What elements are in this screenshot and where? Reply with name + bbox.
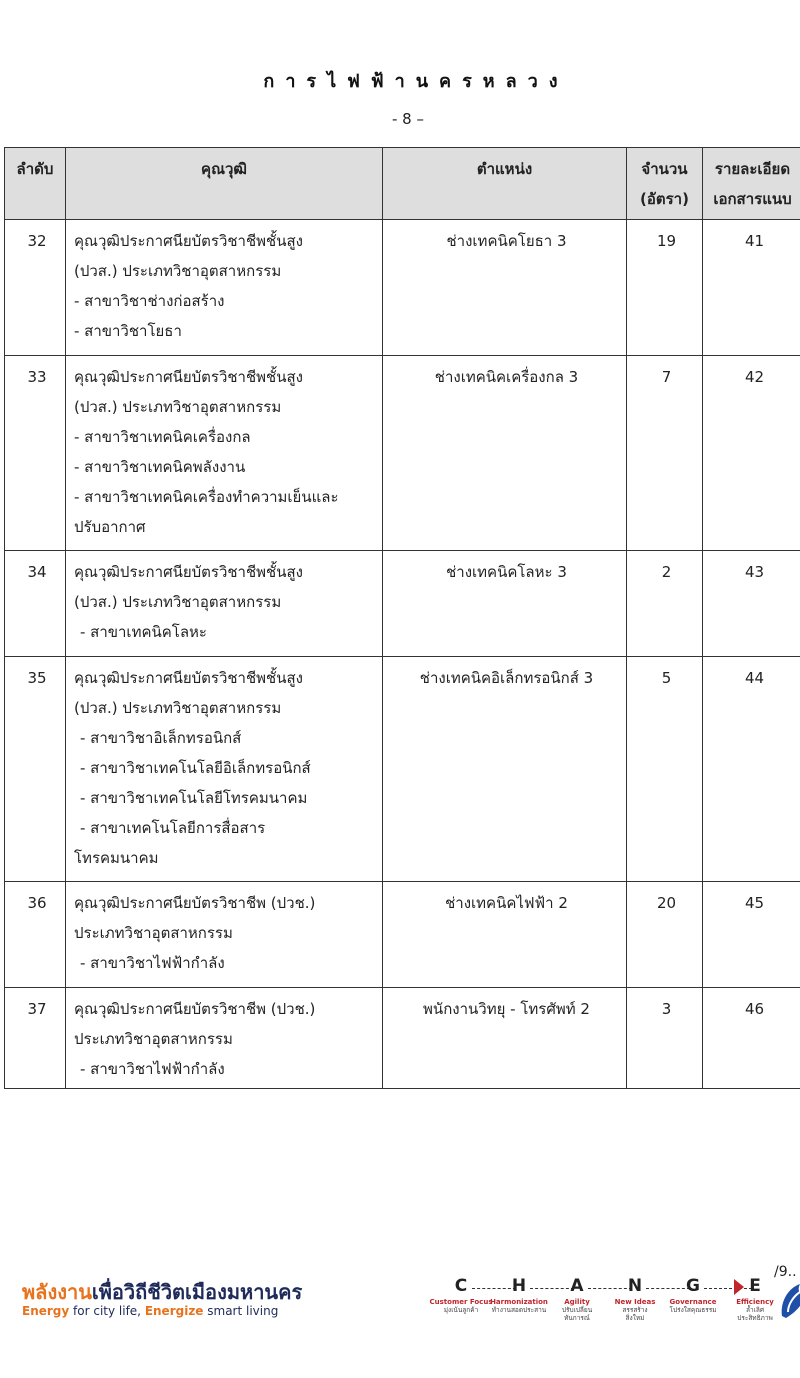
change-value-item bbox=[486, 1276, 552, 1314]
cell-attachment: 44 bbox=[703, 657, 800, 882]
cell-position: ช่างเทคนิคเครื่องกล 3 bbox=[383, 356, 627, 551]
change-values-bar bbox=[429, 1276, 776, 1366]
cell-position: ช่างเทคนิคโยธา 3 bbox=[383, 220, 627, 356]
qualification-line: - สาขาวิชาโยธา bbox=[74, 322, 182, 340]
change-thai-line1: สรรสร้าง bbox=[622, 1306, 648, 1314]
cell-position: พนักงานวิทยุ - โทรศัพท์ 2 bbox=[383, 988, 627, 1089]
header-count-line1: จำนวน bbox=[641, 160, 688, 178]
qualification-line: - สาขาวิชาเทคนิคพลังงาน bbox=[74, 458, 246, 476]
change-letter: G bbox=[686, 1276, 700, 1296]
cell-attachment: 45 bbox=[703, 882, 800, 988]
change-thai-line1: ล้ำเลิศ bbox=[746, 1306, 764, 1314]
qualification-line: - สาขาวิชาเทคนิคเครื่องทำความเย็นและ bbox=[74, 488, 339, 506]
table-header-row bbox=[5, 148, 800, 220]
slogan-en-energize: Energize bbox=[144, 1304, 204, 1318]
cell-no: 35 bbox=[5, 657, 66, 882]
organization-title: การไฟฟ้านครหลวง bbox=[263, 71, 569, 92]
table-row bbox=[5, 657, 800, 882]
cell-position: ช่างเทคนิคไฟฟ้า 2 bbox=[383, 882, 627, 988]
qualification-line: คุณวุฒิประกาศนียบัตรวิชาชีพชั้นสูง bbox=[74, 232, 303, 250]
slogan-en-text1: for city life, bbox=[69, 1304, 145, 1318]
qualification-line: (ปวส.) ประเภทวิชาอุตสาหกรรม bbox=[74, 398, 282, 416]
cell-qualification bbox=[66, 356, 383, 551]
change-thai-line1: โปร่งใสคุณธรรม bbox=[669, 1306, 717, 1314]
cell-no: 32 bbox=[5, 220, 66, 356]
slogan-en-text2: smart living bbox=[203, 1304, 279, 1318]
cell-attachment: 41 bbox=[703, 220, 800, 356]
qualification-line: - สาขาวิชาเทคโนโลยีอิเล็กทรอนิกส์ bbox=[80, 759, 311, 777]
table-row bbox=[5, 356, 800, 551]
cell-count: 5 bbox=[627, 657, 703, 882]
change-value-item bbox=[660, 1276, 726, 1314]
change-value-item bbox=[602, 1276, 668, 1322]
slogan-en-energy: Energy bbox=[22, 1304, 70, 1318]
change-value-item bbox=[544, 1276, 610, 1322]
emblem-icon bbox=[778, 1282, 800, 1322]
header-count-line2: (อัตรา) bbox=[640, 190, 689, 208]
header-no: ลำดับ bbox=[5, 148, 66, 220]
qualification-line: ประเภทวิชาอุตสาหกรรม bbox=[74, 924, 233, 942]
header-position: ตำแหน่ง bbox=[383, 148, 627, 220]
slogan-english bbox=[22, 1304, 278, 1318]
header-count bbox=[627, 148, 703, 220]
cell-qualification bbox=[66, 988, 383, 1089]
qualification-line: - สาขาเทคโนโลยีการสื่อสาร bbox=[80, 819, 266, 837]
change-thai-line1: มุ่งเน้นลูกค้า bbox=[443, 1306, 479, 1314]
qualification-line: ปรับอากาศ bbox=[74, 518, 146, 536]
qualification-line: คุณวุฒิประกาศนียบัตรวิชาชีพชั้นสูง bbox=[74, 563, 303, 581]
change-thai-line2: ประสิทธิภาพ bbox=[737, 1314, 773, 1322]
change-thai-line1: ปรับเปลี่ยน bbox=[561, 1306, 593, 1314]
change-letter: N bbox=[627, 1276, 643, 1296]
change-english: Governance bbox=[669, 1298, 717, 1306]
change-english: Efficiency bbox=[736, 1298, 774, 1306]
cell-count: 7 bbox=[627, 356, 703, 551]
cell-no: 34 bbox=[5, 551, 66, 657]
table-row bbox=[5, 988, 800, 1089]
cell-qualification bbox=[66, 882, 383, 988]
cell-attachment: 42 bbox=[703, 356, 800, 551]
cell-count: 19 bbox=[627, 220, 703, 356]
header-attachment bbox=[703, 148, 800, 220]
table-row bbox=[5, 882, 800, 988]
slogan-thai-rest: เพื่อวิถีชีวิตเมืองมหานคร bbox=[91, 1280, 303, 1304]
cell-no: 37 bbox=[5, 988, 66, 1089]
page-number: - 8 – bbox=[392, 110, 424, 128]
qualification-line: โทรคมนาคม bbox=[74, 849, 159, 867]
change-letter: H bbox=[511, 1276, 527, 1296]
cell-no: 33 bbox=[5, 356, 66, 551]
qualification-line: คุณวุฒิประกาศนียบัตรวิชาชีพชั้นสูง bbox=[74, 669, 303, 687]
change-thai-line1: ทำงานสอดประสาน bbox=[491, 1306, 547, 1314]
qualification-line: - สาขาเทคนิคโลหะ bbox=[80, 623, 207, 641]
change-english: Customer Focus bbox=[429, 1298, 493, 1306]
qualification-line: - สาขาวิชาไฟฟ้ากำลัง bbox=[80, 1060, 225, 1078]
slogan-thai-highlight: พลังงาน bbox=[22, 1280, 92, 1304]
cell-position: ช่างเทคนิคอิเล็กทรอนิกส์ 3 bbox=[383, 657, 627, 882]
next-page-marker: /9.. bbox=[774, 1264, 797, 1280]
header-attachment-line2: เอกสารแนบ bbox=[713, 190, 792, 208]
table-row bbox=[5, 220, 800, 356]
cell-qualification bbox=[66, 551, 383, 657]
cell-qualification bbox=[66, 220, 383, 356]
change-english: Agility bbox=[564, 1298, 590, 1306]
qualification-line: - สาขาวิชาเทคโนโลยีโทรคมนาคม bbox=[80, 789, 308, 807]
change-letter: E bbox=[749, 1276, 761, 1296]
qualification-line: - สาขาวิชาช่างก่อสร้าง bbox=[74, 292, 225, 310]
cell-count: 20 bbox=[627, 882, 703, 988]
change-arrow-icon bbox=[734, 1279, 744, 1295]
cell-count: 2 bbox=[627, 551, 703, 657]
qualification-line: คุณวุฒิประกาศนียบัตรวิชาชีพ (ปวช.) bbox=[74, 1000, 316, 1018]
table-row bbox=[5, 551, 800, 657]
qualification-line: (ปวส.) ประเภทวิชาอุตสาหกรรม bbox=[74, 262, 282, 280]
cell-position: ช่างเทคนิคโลหะ 3 bbox=[383, 551, 627, 657]
change-thai-line2: สิ่งใหม่ bbox=[625, 1314, 645, 1322]
header-attachment-line1: รายละเอียด bbox=[714, 160, 791, 178]
change-letter: C bbox=[454, 1276, 468, 1296]
header-qualification: คุณวุฒิ bbox=[66, 148, 383, 220]
qualification-line: คุณวุฒิประกาศนียบัตรวิชาชีพชั้นสูง bbox=[74, 368, 303, 386]
qualification-line: ประเภทวิชาอุตสาหกรรม bbox=[74, 1030, 233, 1048]
change-letter: A bbox=[570, 1276, 584, 1296]
cell-attachment: 43 bbox=[703, 551, 800, 657]
qualification-line: - สาขาวิชาไฟฟ้ากำลัง bbox=[80, 954, 225, 972]
change-thai-line2: ทันการณ์ bbox=[564, 1314, 590, 1322]
cell-count: 3 bbox=[627, 988, 703, 1089]
change-value-item bbox=[428, 1276, 494, 1314]
qualification-line: - สาขาวิชาอิเล็กทรอนิกส์ bbox=[80, 729, 242, 747]
positions-table bbox=[4, 147, 800, 1089]
change-english: Harmonization bbox=[490, 1298, 548, 1306]
cell-attachment: 46 bbox=[703, 988, 800, 1089]
qualification-line: (ปวส.) ประเภทวิชาอุตสาหกรรม bbox=[74, 699, 282, 717]
change-english: New Ideas bbox=[614, 1298, 656, 1306]
cell-no: 36 bbox=[5, 882, 66, 988]
qualification-line: - สาขาวิชาเทคนิคเครื่องกล bbox=[74, 428, 251, 446]
cell-qualification bbox=[66, 657, 383, 882]
qualification-line: (ปวส.) ประเภทวิชาอุตสาหกรรม bbox=[74, 593, 282, 611]
qualification-line: คุณวุฒิประกาศนียบัตรวิชาชีพ (ปวช.) bbox=[74, 894, 316, 912]
